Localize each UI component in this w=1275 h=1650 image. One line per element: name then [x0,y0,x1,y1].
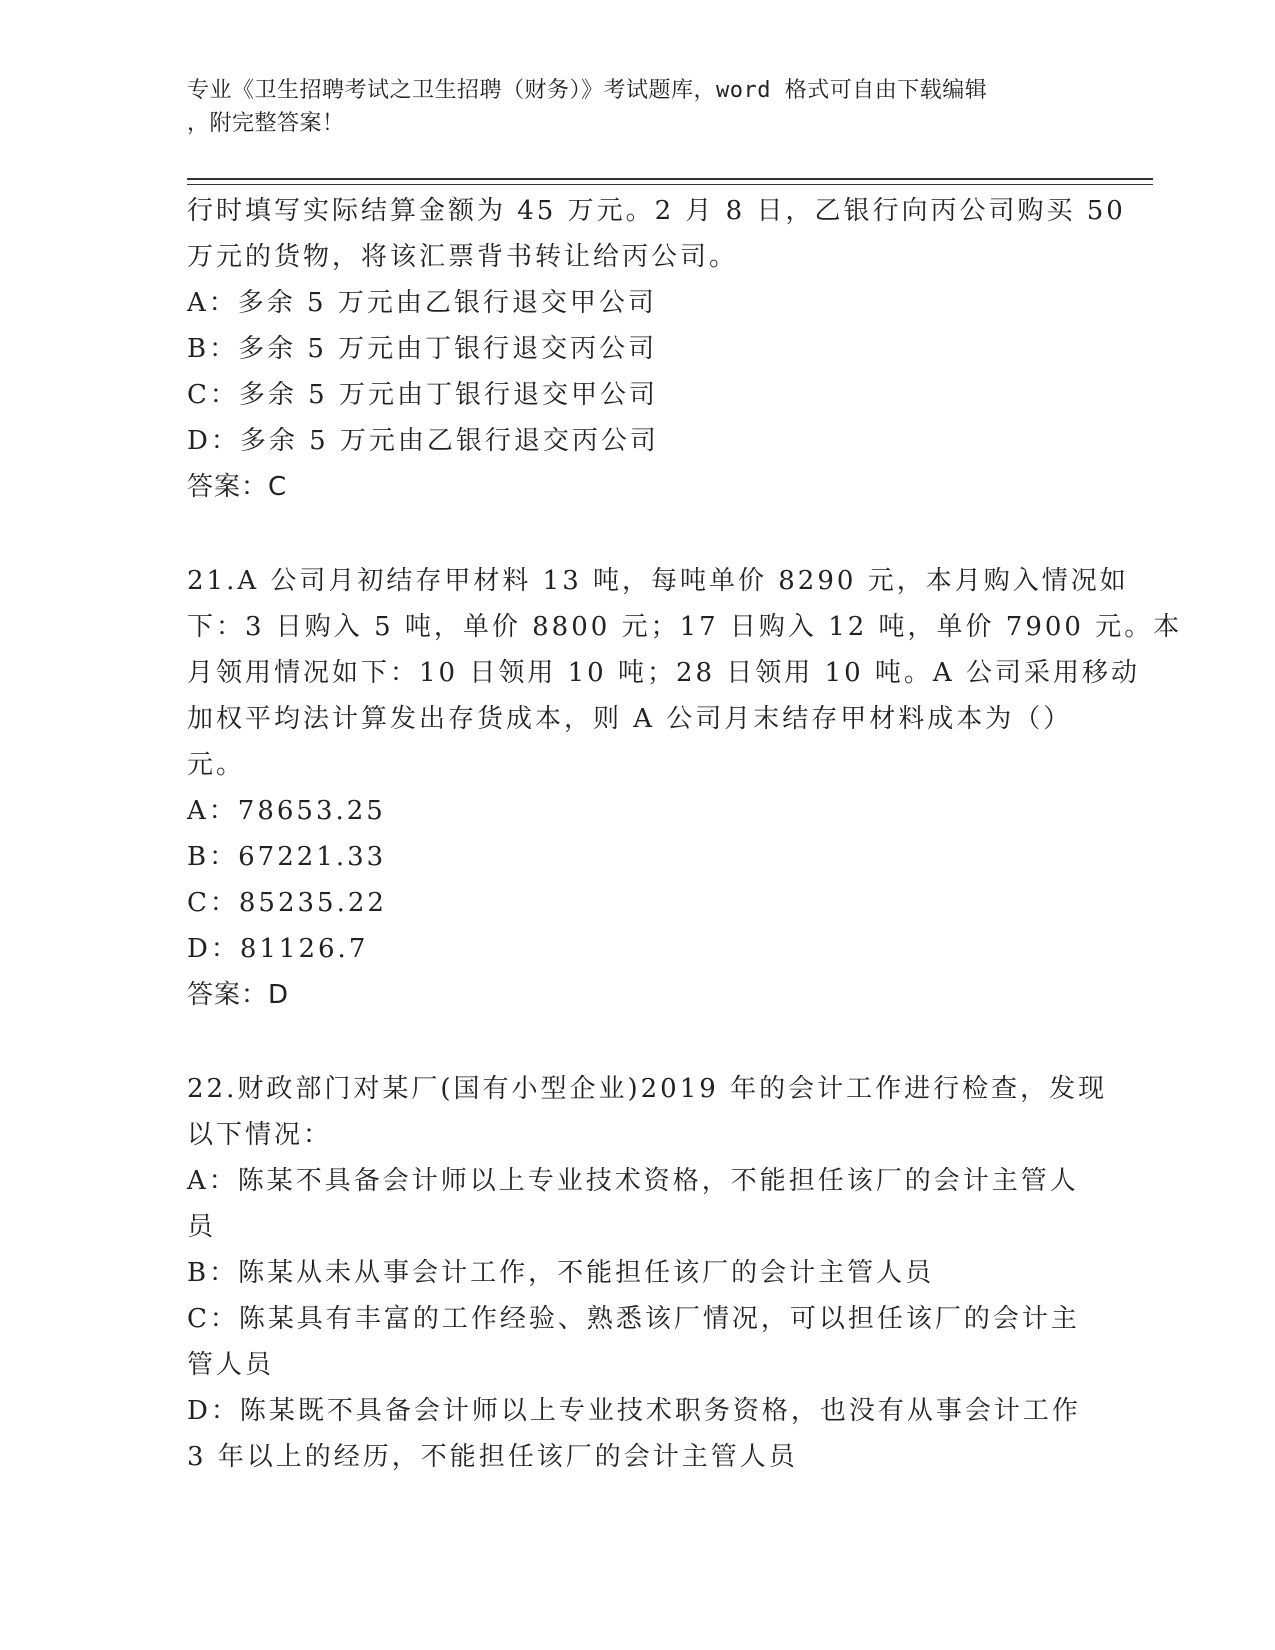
option-d: D：多余 5 万元由乙银行退交丙公司 [187,426,659,456]
option-a: A：多余 5 万元由乙银行退交甲公司 [187,288,657,318]
spacer [187,510,1087,558]
option-c: C：多余 5 万元由丁银行退交甲公司 [187,380,658,410]
question-stem-line: 21.A 公司月初结存甲材料 13 吨，每吨单价 8290 元，本月购入情况如 [187,566,1129,596]
page-header [187,74,1067,140]
option-c-continued: 管人员 [187,1350,275,1380]
header-divider [187,178,1153,180]
question-stem-line: 行时填写实际结算金额为 45 万元。2 月 8 日，乙银行向丙公司购买 50 [187,196,1126,226]
document-body [187,188,1183,1480]
option-a: A：陈某不具备会计师以上专业技术资格，不能担任该厂的会计主管人 [187,1166,1079,1196]
option-b: B：陈某从未从事会计工作，不能担任该厂的会计主管人员 [187,1258,935,1288]
question-stem-line: 22.财政部门对某厂(国有小型企业)2019 年的会计工作进行检查，发现 [187,1074,1108,1104]
question-20-continued [187,188,1126,510]
option-a: A：78653.25 [187,796,386,826]
question-stem-line: 加权平均法计算发出存货成本，则 A 公司月末结存甲材料成本为（） [187,704,1073,734]
option-b: B：多余 5 万元由丁银行退交丙公司 [187,334,658,364]
answer-line: 答案：C [187,472,288,502]
answer-line: 答案：D [187,980,290,1010]
option-a-continued: 员 [187,1212,217,1242]
question-stem-line: 月领用情况如下：10 日领用 10 吨；28 日领用 10 吨。A 公司采用移动 [187,658,1140,688]
question-stem-line: 万元的货物，将该汇票背书转让给丙公司。 [187,242,739,272]
header-title-line-2: ，附完整答案！ [187,111,345,136]
question-stem-line: 以下情况： [187,1120,333,1150]
question-22 [187,1066,1108,1480]
question-21 [187,558,1183,1018]
header-title-line-1: 专业《卫生招聘考试之卫生招聘（财务）》考试题库，word 格式可自由下载编辑 [187,78,988,103]
header-divider-thin [187,184,1153,185]
option-b: B：67221.33 [187,842,387,872]
option-c: C：85235.22 [187,888,387,918]
option-d: D：陈某既不具备会计师以上专业技术职务资格，也没有从事会计工作 [187,1396,1081,1426]
spacer [187,1018,1087,1066]
option-d: D：81126.7 [187,934,369,964]
option-d-continued: 3 年以上的经历，不能担任该厂的会计主管人员 [187,1442,798,1472]
question-stem-line: 下：3 日购入 5 吨，单价 8800 元；17 日购入 12 吨，单价 7900 元。本 [187,612,1183,642]
option-c: C：陈某具有丰富的工作经验、熟悉该厂情况，可以担任该厂的会计主 [187,1304,1080,1334]
question-stem-line: 元。 [187,750,246,780]
